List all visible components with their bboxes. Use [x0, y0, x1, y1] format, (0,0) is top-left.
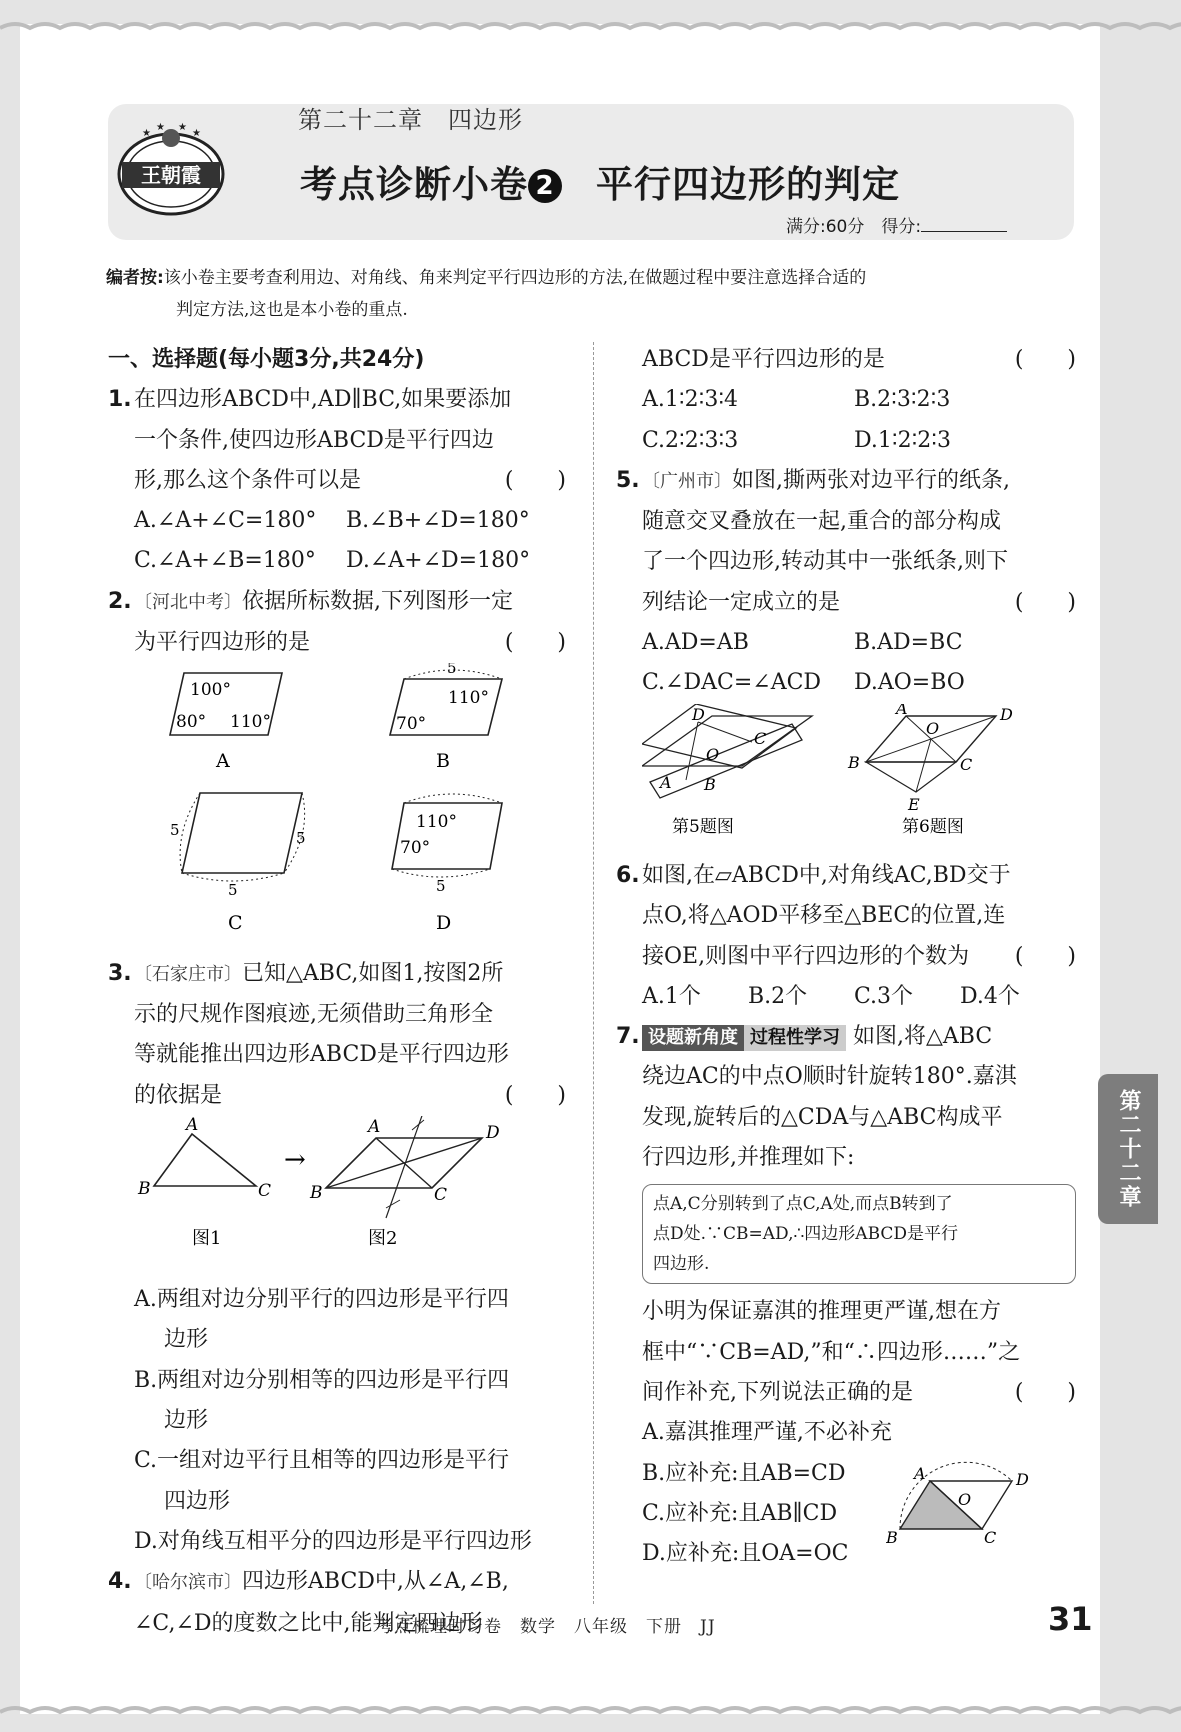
svg-text:B: B [886, 1528, 898, 1548]
parallelogram-a [170, 673, 282, 772]
q3-options: A.两组对边分别平行的四边形是平行四 边形 B.两组对边分别相等的四边形是平行四 边形 C.一组对边平行且相等的四边形是平行 四边形 D.对角线互相平分的四边形是平行四边形 [134, 1287, 532, 1554]
svg-text:图1: 图1 [192, 1227, 222, 1249]
editor-note: 编者按:该小卷主要考查利用边、对角线、角来判定平行四边形的方法,在做题过程中要注意选择合适的 判定方法,这也是本小卷的重点. [106, 268, 867, 320]
svg-text:80°: 80° [176, 712, 207, 733]
parallelogram-c [170, 793, 306, 934]
tag-process-learning: 过程性学习 [744, 1025, 846, 1051]
question-6: 6. 如图,在▱ABCD中,对角线AC,BD交于 点O,将△AOD平移至△BEC的位置,连 接OE,则图中平行四边形的个数为 ( ) [616, 856, 1076, 977]
score-line: 满分:60分 得分: [786, 212, 1007, 237]
svg-text:A: A [914, 1464, 926, 1484]
svg-text:110°: 110° [230, 712, 271, 733]
q2-figure [134, 663, 554, 939]
answer-paren[interactable]: ( ) [1014, 589, 1076, 615]
right-column [616, 340, 1076, 1574]
q3-figure [134, 1116, 554, 1266]
construction-abcd [309, 1116, 500, 1218]
answer-paren[interactable]: ( ) [1014, 1379, 1076, 1405]
svg-text:B: B [436, 750, 450, 773]
svg-text:5: 5 [228, 881, 238, 900]
svg-text:70°: 70° [400, 838, 431, 859]
svg-text:C: C [960, 754, 973, 774]
answer-paren[interactable]: ( ) [1014, 347, 1076, 372]
arrow-icon: → [284, 1144, 306, 1175]
publisher-logo [112, 116, 230, 220]
svg-text:A: A [660, 772, 672, 792]
svg-text:110°: 110° [416, 812, 457, 833]
triangle-abc [137, 1116, 271, 1201]
svg-text:★: ★ [192, 128, 201, 139]
svg-text:B: B [138, 1178, 151, 1199]
answer-paren[interactable]: ( ) [1014, 943, 1076, 969]
svg-text:D: D [1000, 704, 1013, 724]
svg-text:A: A [186, 1115, 199, 1135]
chapter-side-tab[interactable]: 第二十二章 [1098, 1074, 1158, 1224]
svg-text:E: E [908, 794, 920, 814]
question-4-continued: ABCD是平行四边形的是 ( ) [616, 340, 1076, 380]
question-7-continued: 小明为保证嘉淇的推理更严谨,想在方 框中“∵CB=AD,”和“∴四边形……”之 间作补充,下列说法正确的是 ( ) [616, 1292, 1076, 1413]
column-divider [593, 342, 594, 1604]
svg-text:★: ★ [142, 128, 151, 139]
answer-paren[interactable]: ( ) [504, 1082, 566, 1108]
svg-text:第5题图: 第5题图 [672, 816, 734, 837]
svg-text:A: A [896, 703, 908, 718]
top-wave-border [0, 8, 1181, 48]
question-7: 7. 设题新角度 过程性学习 如图,将△ABC 绕边AC的中点O顺时针旋转180°.嘉淇 发现,旋转后的△CDA与△ABC构成平 行四边形,并推理如下: [616, 1024, 1017, 1171]
svg-text:D: D [486, 1122, 500, 1143]
svg-text:O: O [706, 744, 720, 764]
svg-text:图2: 图2 [368, 1227, 398, 1249]
q1-options: A.∠A+∠C=180° B.∠B+∠D=180° C.∠A+∠B=180° D.∠A+∠D=180° [134, 508, 531, 574]
score-blank[interactable] [921, 231, 1007, 232]
svg-text:C: C [984, 1528, 997, 1548]
rotation-figure [886, 1451, 1056, 1571]
svg-text:70°: 70° [396, 714, 427, 735]
svg-text:★: ★ [156, 122, 165, 133]
question-3: 3. 〔石家庄市〕已知△ABC,如图1,按图2所 示的尺规作图痕迹,无须借助三角形全 等就能推出四边形ABCD是平行四边形 的依据是 ( ) [108, 954, 568, 1116]
svg-text:B: B [704, 774, 716, 794]
question-2: 2. 〔河北中考〕依据所标数据,下列图形一定 为平行四边形的是 ( ) [108, 582, 568, 664]
parallelogram-b [390, 663, 502, 772]
q7-options: A.嘉淇推理严谨,不必补充 B.应补充:且AB=CD C.应补充:且AB∥CD D.应补充:且OA=OC A D O B C [616, 1413, 1076, 1574]
q5-q6-figures [642, 704, 1072, 842]
chapter-title: 第二十二章 四边形 [298, 106, 523, 134]
question-4: 4. 〔哈尔滨市〕四边形ABCD中,从∠A,∠B, ∠C,∠D的度数之比中,能判定四边形 [108, 1569, 509, 1636]
question-5: 5. 〔广州市〕如图,撕两张对边平行的纸条, 随意交叉叠放在一起,重合的部分构成 了一个四边形,转动其中一张纸条,则下 列结论一定成立的是 ( ) [616, 461, 1076, 623]
logo-text: 王朝霞 [141, 163, 201, 187]
svg-text:D: D [1016, 1470, 1029, 1490]
svg-text:C: C [258, 1180, 272, 1201]
left-column [108, 340, 568, 1644]
svg-text:O: O [958, 1490, 972, 1510]
reasoning-box: 点A,C分别转到了点C,A处,而点B转到了 点D处.∵CB=AD,∴四边形ABCD是平行 四边形. [642, 1184, 1076, 1284]
svg-text:C: C [754, 728, 767, 748]
svg-text:A: A [368, 1116, 381, 1137]
svg-text:5: 5 [447, 663, 457, 678]
page-number: 31 [1048, 1600, 1093, 1638]
quiz-number-badge: 2 [528, 169, 562, 203]
tag-new-angle: 设题新角度 [642, 1025, 744, 1051]
svg-text:C: C [228, 912, 243, 935]
footer-text: 考点梳理时习卷 数学 八年级 下册 JJ [376, 1617, 716, 1637]
svg-text:5: 5 [170, 821, 180, 840]
svg-text:110°: 110° [448, 688, 489, 709]
parallelogram-d [392, 794, 502, 934]
section-heading: 一、选择题(每小题3分,共24分) [108, 347, 425, 372]
answer-paren[interactable]: ( ) [504, 630, 566, 656]
paper-strips-figure [642, 704, 812, 837]
q5-options: A.AD=AB B.AD=BC C.∠DAC=∠ACD D.AO=BO [642, 630, 965, 696]
svg-text:5: 5 [436, 877, 446, 896]
svg-text:A: A [216, 750, 230, 773]
svg-text:D: D [692, 704, 705, 724]
svg-text:B: B [310, 1182, 323, 1203]
answer-paren[interactable]: ( ) [504, 467, 566, 493]
bottom-wave-border [0, 1692, 1181, 1732]
svg-text:D: D [436, 912, 452, 935]
page-title: 考点诊断小卷 2 平行四边形的判定 [300, 163, 900, 206]
svg-text:O: O [926, 718, 940, 738]
parallelogram-oe-figure [847, 704, 1013, 837]
svg-text:B: B [848, 752, 860, 772]
svg-text:第6题图: 第6题图 [902, 816, 964, 837]
svg-text:★: ★ [178, 122, 187, 133]
question-1: 1. 在四边形ABCD中,AD∥BC,如果要添加 一个条件,使四边形ABCD是平行四边 形,那么这个条件可以是 ( ) [108, 380, 568, 501]
q6-options: A.1个 B.2个 C.3个 D.4个 [642, 983, 1020, 1009]
svg-text:5: 5 [296, 829, 306, 848]
svg-text:100°: 100° [190, 680, 231, 701]
q4-options: A.1∶2∶3∶4 B.2∶3∶2∶3 C.2∶2∶3∶3 D.1∶2∶2∶3 [642, 387, 952, 453]
svg-text:C: C [434, 1184, 448, 1205]
